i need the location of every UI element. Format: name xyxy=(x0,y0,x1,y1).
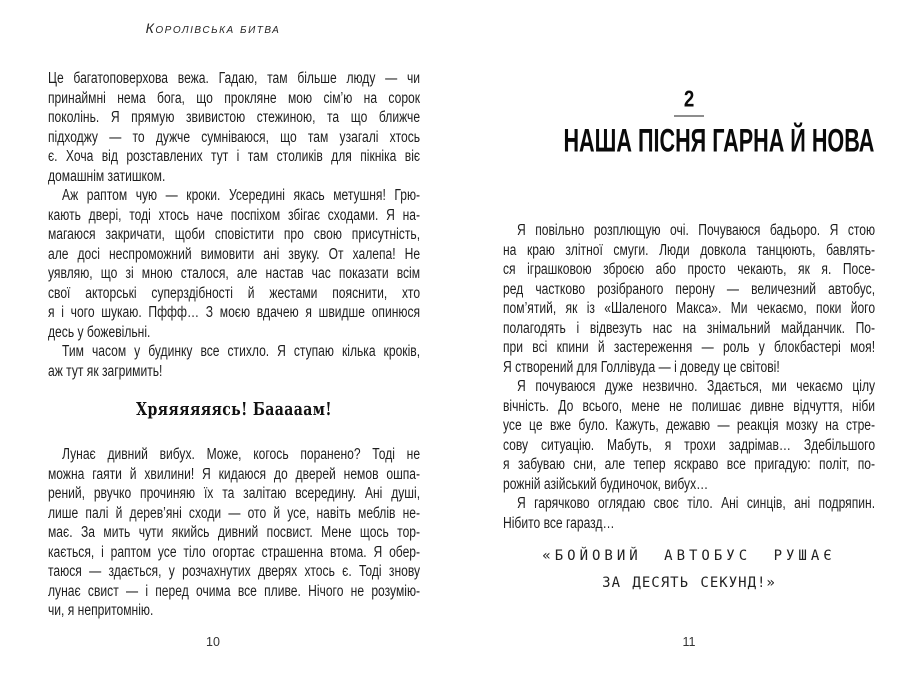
text-line: свої акторські суперздібності й жестами пояснити, хто xyxy=(48,284,421,302)
text-line: принаймні нема бога, що прокляне мою сім’ю на сорок xyxy=(48,89,421,107)
text-line: але досі неспроможний вимовити ані звуку. От халепа! Не xyxy=(48,245,421,263)
text-line: поколінь. Я прямую звивистою стежиною, та що ближче xyxy=(48,109,421,126)
chapter-title xyxy=(503,122,875,159)
announcement-line: ЗА ДЕСЯТЬ СЕКУНД!» xyxy=(602,575,776,591)
text-line: аж тут як загримить! xyxy=(48,362,163,380)
text-line: є. Хоча від розставлених тут і там столиків для пікніка віє xyxy=(48,148,421,165)
text-line: має. За мить чути якийсь дивний посвист. Мене щось тор- xyxy=(48,524,421,541)
chapter-title-text: НАША ПІСНЯ ГАРНА Й НОВА xyxy=(563,123,875,160)
text-line: Аж раптом чую — кроки. Усередині якась метушня! Грю- xyxy=(62,187,421,204)
text-line: Я повільно розплющую очі. Почуваюся бадьоро. Я стою xyxy=(517,222,876,239)
paragraph xyxy=(48,186,420,342)
sound-effect-text: Хряяяяяясь! Бааааам! xyxy=(136,399,332,420)
text-line: ред частково розібраного перону — величезний автобус, xyxy=(503,280,876,298)
text-line: домашнім затишком. xyxy=(48,167,166,185)
text-line: я і чого шукаю. Пффф… З моєю вдачею я швидше опинюся xyxy=(48,304,421,321)
text-line: ся іграшковою зброєю або просто чекають, як я. Посе- xyxy=(503,261,876,278)
text-line: Тим часом у будинку все стихло. Я ступаю кілька кроків, xyxy=(62,343,421,360)
text-line: кають двері, тоді хтось наче поспіхом збігає сходами. Я на- xyxy=(48,206,421,224)
chapter-number: 2 xyxy=(683,85,695,112)
page-right xyxy=(503,0,875,675)
chapter-rule-divider xyxy=(674,115,704,117)
radio-announcement xyxy=(503,543,875,597)
paragraph xyxy=(503,377,875,494)
text-line: підходжу — то дужче сумніваюся, що там узагалі хтось xyxy=(48,128,421,146)
left-body-text xyxy=(48,69,420,621)
page-number-right: 11 xyxy=(682,635,696,649)
page-left xyxy=(48,0,420,675)
text-line: рожній азійський будиночок, вибух… xyxy=(503,475,709,493)
text-line: вічність. До всього, мене не полишає дивне відчуття, ніби xyxy=(503,397,876,415)
text-line: при всі кпини й застереження — роль у блокбастері моя! xyxy=(503,339,876,356)
text-line: магаюся закричати, щоби сповістити про свою присутність, xyxy=(48,226,421,243)
paragraph xyxy=(48,342,420,381)
text-line: можна гаяти й хвилини! Я кидаюся до дверей немов ошпа- xyxy=(48,465,421,483)
announcement-line: «БОЙОВИЙ АВТОБУС РУШАЄ xyxy=(542,548,836,564)
text-line: сову ситуацію. Мабуть, я трохи задрімав… Здебільшого xyxy=(503,436,876,454)
paragraph xyxy=(48,69,420,186)
text-line: полагодять і відвезуть нас на знімальний майданчик. По- xyxy=(503,319,876,337)
text-line: лише палі й дерев’яні сходи — ото й усе, навіть меблів не- xyxy=(48,504,421,522)
text-line: таюся — здається, у розчахнутих дверях хтось є. Тоді знову xyxy=(48,563,421,580)
right-body-text xyxy=(503,221,875,533)
text-line: десь у божевільні. xyxy=(48,323,151,341)
text-line: Я гарячково оглядаю своє тіло. Ані синців, ані подряпин. xyxy=(517,495,876,512)
text-line: Нібито все гаразд… xyxy=(503,514,615,532)
paragraph xyxy=(503,221,875,377)
text-line: Я створений для Голлівуда — і доведу це світові! xyxy=(503,358,780,376)
text-line: пом’ятий, як із «Шаленого Макса». Ми чекаємо, поки його xyxy=(503,300,876,317)
text-line: Лунає дивний вибух. Може, когось поранено? Тоді не xyxy=(62,446,421,463)
text-line: чи, я непритомнію. xyxy=(48,602,154,619)
text-line: я забуваю сни, але тепер яскраво все пригадую: політ, по- xyxy=(503,456,876,473)
paragraph xyxy=(48,445,420,621)
running-header: Королівська битва xyxy=(145,20,281,36)
text-line: рений, рвучко прочиняю їх та залітаю всередину. Ані душі, xyxy=(48,485,421,502)
text-line: кається, і раптом усе тіло огортає страшенна втома. Я обер- xyxy=(48,543,421,561)
page-number-left: 10 xyxy=(206,635,220,649)
text-line: усе це вже було. Кажуть, дежавю — реакція мозку на стре- xyxy=(503,417,876,434)
chapter-head xyxy=(503,85,875,117)
text-line: Я почуваюся дуже незвично. Здається, ми чекаємо цілу xyxy=(517,378,876,395)
text-line: уявляю, що зі мною сталося, але настав час показати всім xyxy=(48,265,421,282)
text-line: Це багатоповерхова вежа. Гадаю, там більше люду — чи xyxy=(48,70,421,87)
text-line: на краю злітної смуги. Люди довкола танцюють, бавлять- xyxy=(503,241,876,259)
paragraph xyxy=(503,494,875,533)
text-line: лунає свист — і перед очима все пливе. Нічого не розумію- xyxy=(48,582,421,600)
